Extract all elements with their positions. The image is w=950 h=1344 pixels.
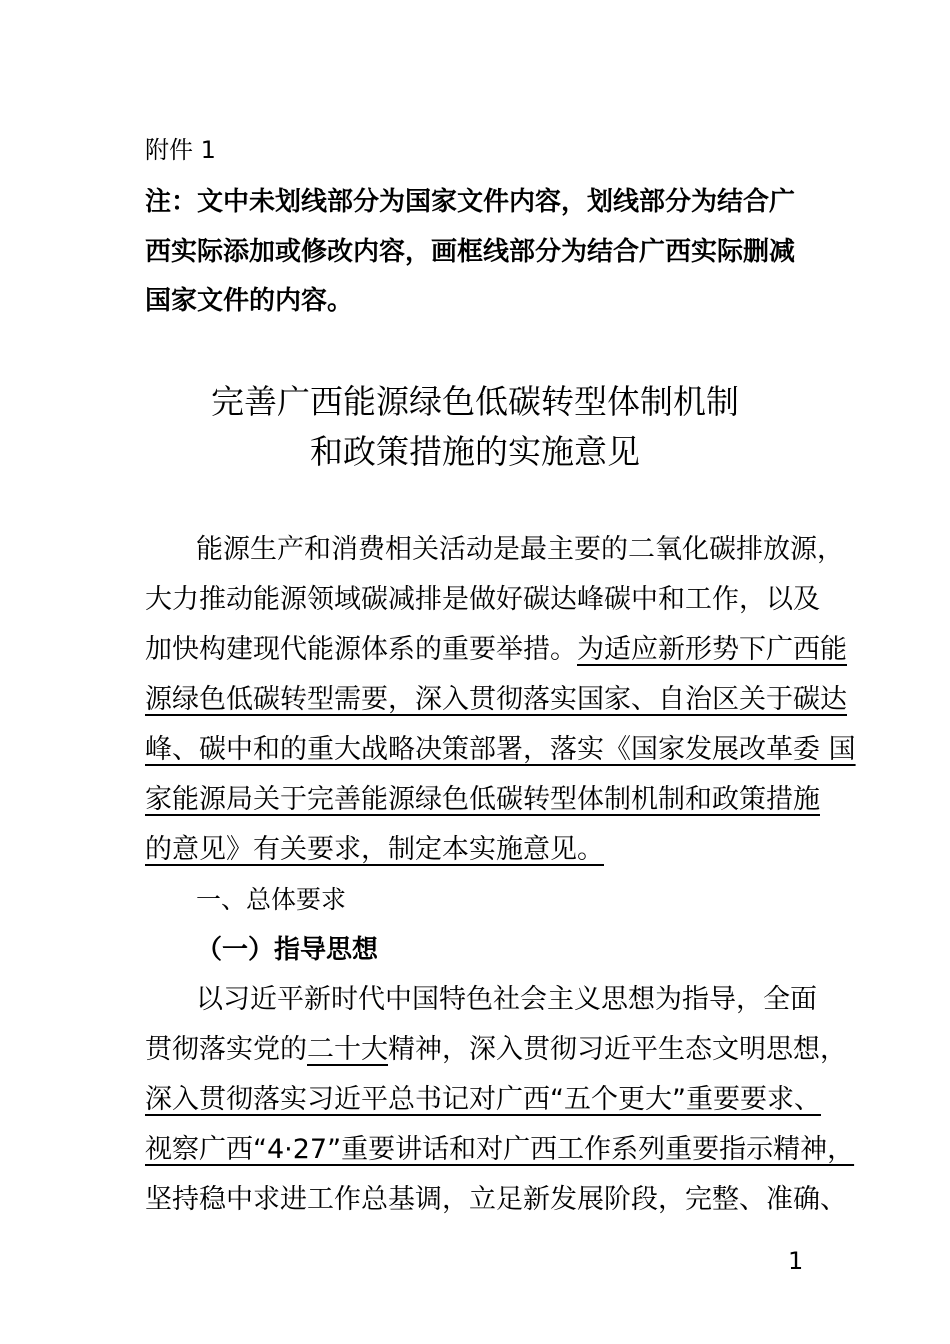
section-heading: 一、总体要求	[196, 885, 347, 914]
document-title-line-2: 和政策措施的实施意见	[310, 432, 640, 471]
intro-line-6: 家能源局关于完善能源绿色低碳转型体制机制和政策措施	[145, 784, 820, 815]
intro-line-7: 的意见》有关要求，制定本实施意见。	[145, 834, 604, 865]
document-title-line-1: 完善广西能源绿色低碳转型体制机制	[211, 382, 739, 421]
guiding-line-5: 坚持稳中求进工作总基调，立足新发展阶段，完整、准确、	[145, 1184, 847, 1215]
guiding-line-2	[145, 1032, 847, 1068]
guiding-line-2-part-a: 贯彻落实党的	[145, 1034, 307, 1065]
note-line-1: 注：文中未划线部分为国家文件内容，划线部分为结合广	[145, 187, 796, 217]
note-line-3: 国家文件的内容。	[145, 286, 354, 316]
intro-line-5: 峰、碳中和的重大战略决策部署，落实《国家发展改革委 国	[145, 734, 856, 765]
guiding-line-3: 深入贯彻落实习近平总书记对广西“五个更大”重要要求、	[145, 1084, 821, 1115]
subsection-heading: （一）指导思想	[196, 935, 379, 965]
attachment-label: 附件 1	[145, 136, 216, 164]
intro-line-3-plain: 加快构建现代能源体系的重要举措。	[145, 634, 577, 665]
intro-line-3-underlined: 为适应新形势下广西能	[577, 634, 847, 665]
guiding-line-1: 以习近平新时代中国特色社会主义思想为指导，全面	[196, 984, 817, 1015]
intro-line-1: 能源生产和消费相关活动是最主要的二氧化碳排放源，	[196, 534, 844, 565]
page-number: 1	[788, 1247, 804, 1275]
note-line-2: 西实际添加或修改内容，画框线部分为结合广西实际删减	[145, 237, 796, 267]
intro-line-2: 大力推动能源领域碳减排是做好碳达峰碳中和工作，以及	[145, 584, 820, 615]
guiding-line-2-underlined: 二十大	[307, 1034, 388, 1065]
intro-line-3	[145, 632, 847, 668]
guiding-line-2-part-b: 精神，深入贯彻习近平生态文明思想，	[388, 1034, 847, 1065]
guiding-line-4: 视察广西“4·27”重要讲话和对广西工作系列重要指示精神，	[145, 1134, 855, 1165]
intro-line-4: 源绿色低碳转型需要，深入贯彻落实国家、自治区关于碳达	[145, 684, 847, 715]
